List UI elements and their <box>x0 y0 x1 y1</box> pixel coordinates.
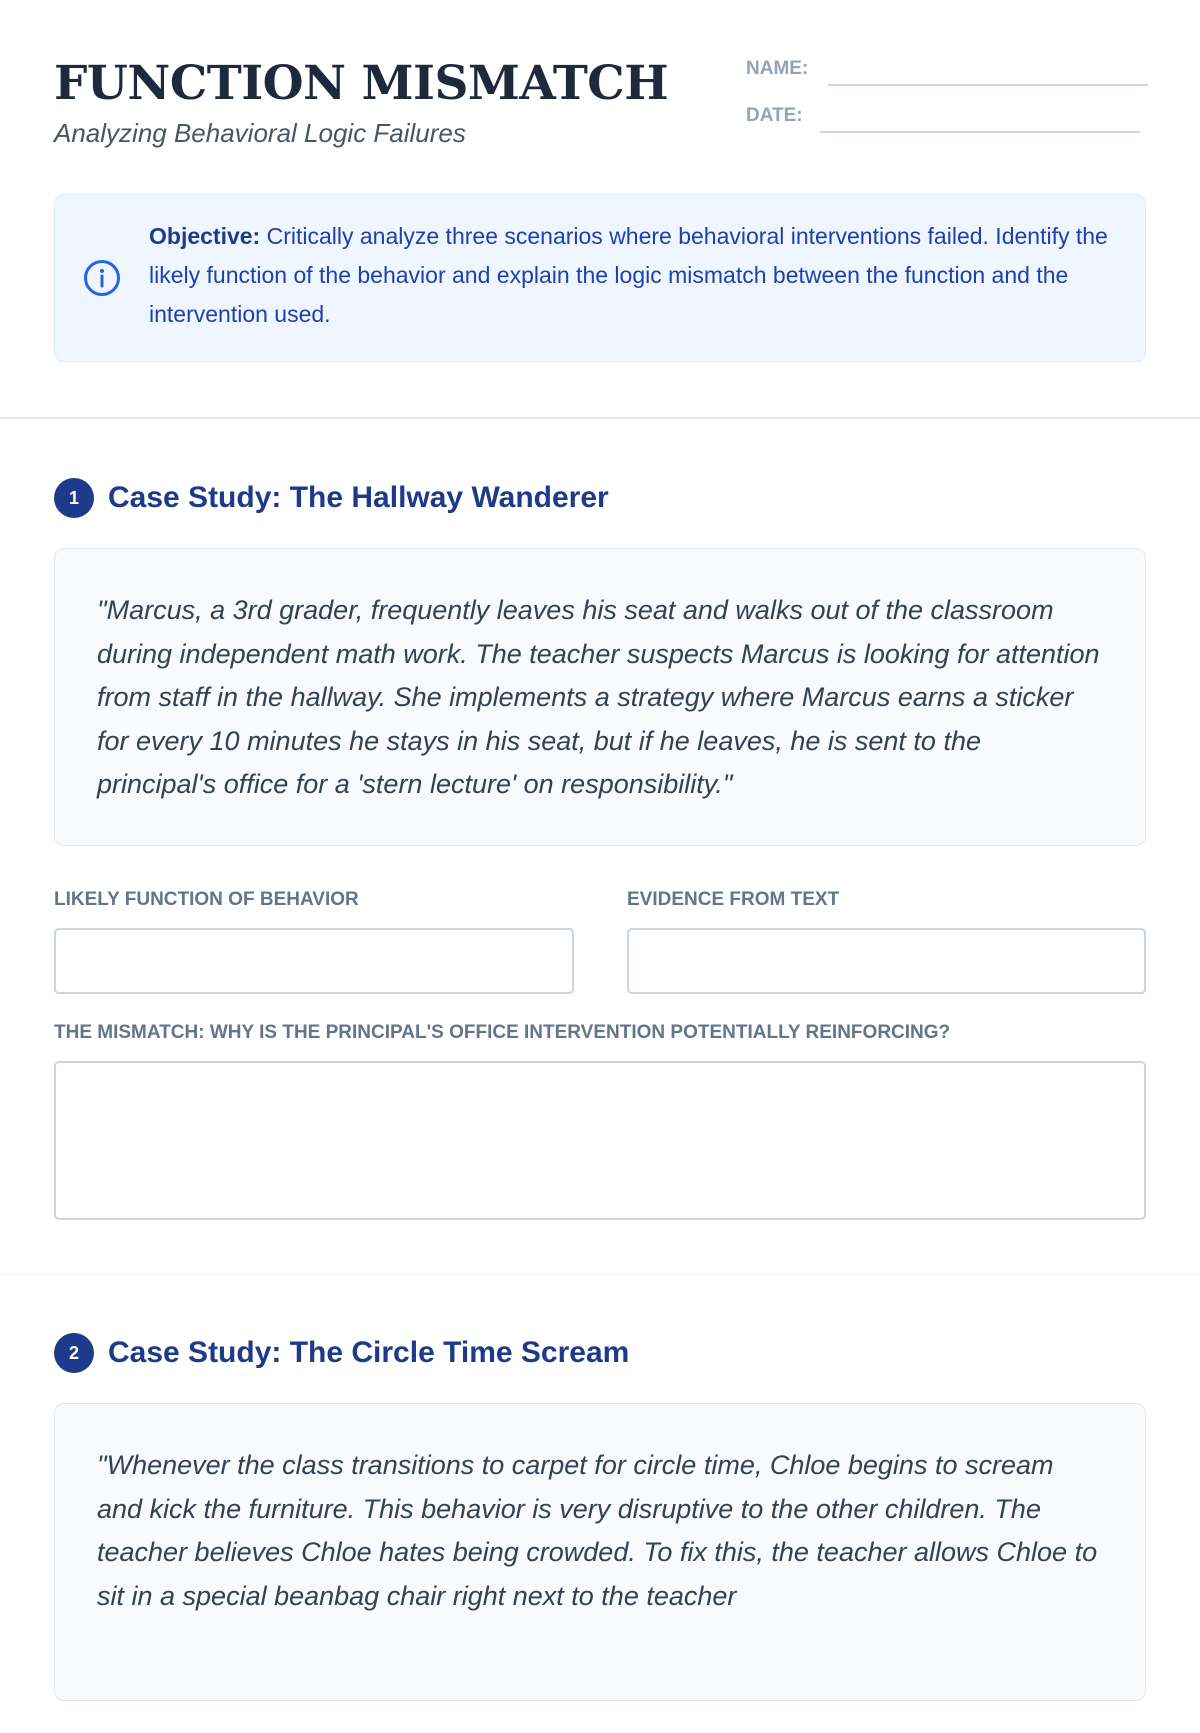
page-title: FUNCTION MISMATCH <box>54 56 669 111</box>
case-title: Case Study: The Circle Time Scream <box>108 1336 630 1369</box>
objective-box <box>54 194 1146 362</box>
mismatch-label: THE MISMATCH: WHY IS THE PRINCIPAL'S OFFICE INTERVENTION POTENTIALLY REINFORCING? <box>54 1022 951 1043</box>
info-icon <box>83 259 121 297</box>
section-divider <box>0 417 1200 419</box>
worksheet-header <box>54 56 1148 156</box>
case-study-2 <box>54 1333 1146 1733</box>
function-label: LIKELY FUNCTION OF BEHAVIOR <box>54 889 359 910</box>
evidence-label: EVIDENCE FROM TEXT <box>627 889 840 910</box>
objective-text <box>149 217 1109 334</box>
mismatch-answer-field[interactable] <box>54 1061 1146 1220</box>
objective-lead: Objective: <box>149 223 261 249</box>
date-label: DATE: <box>746 105 803 126</box>
case-scenario: "Marcus, a 3rd grader, frequently leaves his seat and walks out of the classroom during independent math work. The teacher suspects Marcus is looking for attention from staff in the hallway. She implements a strategy where Marcus earns a sticker for every 10 minutes he stays in his seat, but if he leaves, he is sent to the principal's office for a 'stern lecture' on responsibility." <box>54 548 1146 846</box>
case-2-header <box>54 1333 1146 1373</box>
case-title: Case Study: The Hallway Wanderer <box>108 481 609 514</box>
case-number-badge: 2 <box>54 1333 94 1373</box>
name-label: NAME: <box>746 58 809 79</box>
page-subtitle: Analyzing Behavioral Logic Failures <box>54 118 466 148</box>
case-number-badge: 1 <box>54 478 94 518</box>
section-divider <box>0 1274 1200 1275</box>
case-1-header <box>54 478 1146 518</box>
name-field[interactable] <box>828 84 1148 86</box>
case-study-1 <box>54 478 1146 1220</box>
case-scenario: "Whenever the class transitions to carpet for circle time, Chloe begins to scream and kick the furniture. This behavior is very disruptive to the other children. The teacher believes Chloe hates being crowded. To fix this, the teacher allows Chloe to sit in a special beanbag chair right next to the teacher <box>54 1403 1146 1701</box>
objective-body: Critically analyze three scenarios where behavioral interventions failed. Identify the likely function of the behavior and explain the logic mismatch between the function and the intervention used. <box>149 223 1108 327</box>
date-field[interactable] <box>820 131 1140 133</box>
evidence-answer-field[interactable] <box>627 928 1146 994</box>
function-answer-field[interactable] <box>54 928 574 994</box>
